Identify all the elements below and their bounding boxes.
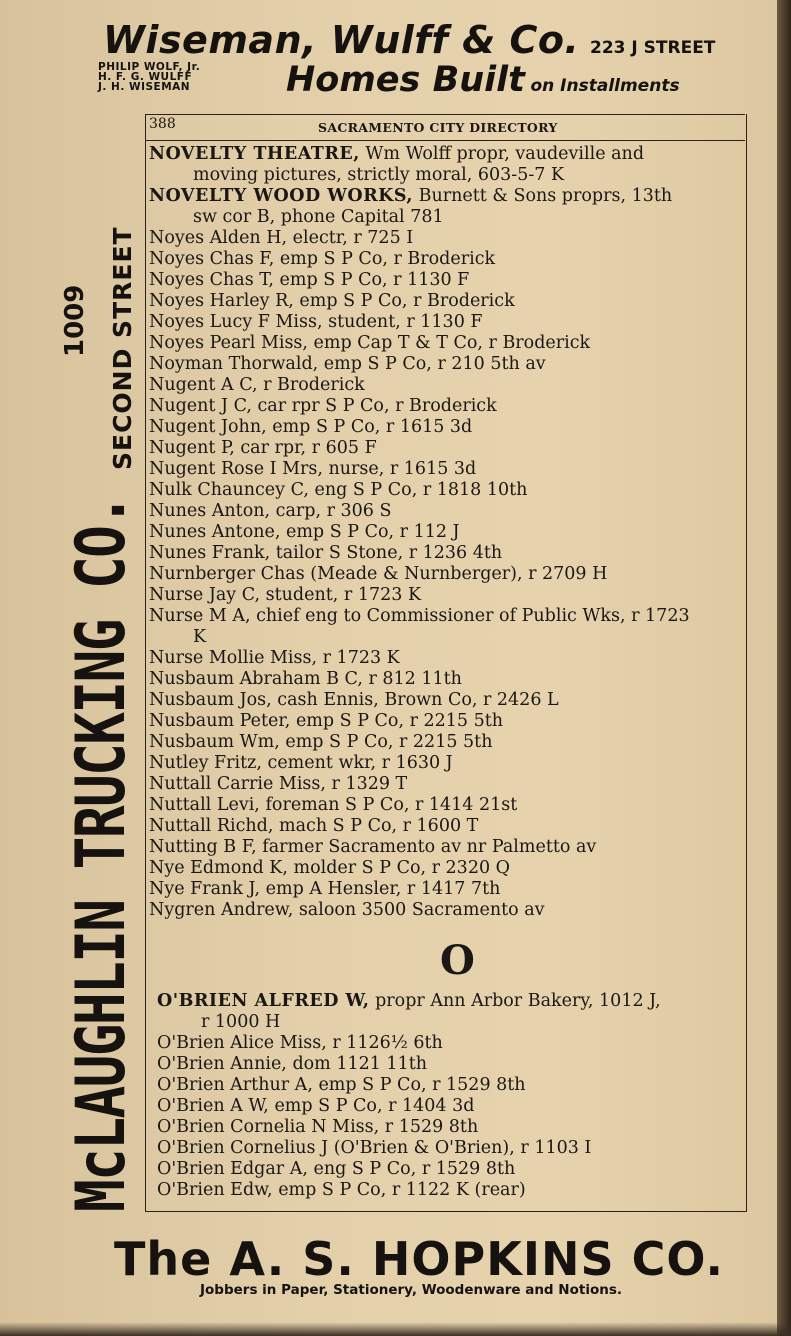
entry-name: Noyman Thorwald, (149, 354, 319, 374)
directory-entry (157, 1117, 745, 1138)
entry-details: farmer Sacramento av nr Palmetto av (256, 837, 597, 857)
entry-details: r Broderick (257, 375, 365, 395)
entry-details: emp Cap T & T Co, r Broderick (307, 333, 591, 353)
directory-entry (149, 312, 743, 333)
entry-details: emp A Hensler, r 1417 7th (260, 879, 501, 899)
directory-entry (157, 1033, 745, 1054)
entry-name: Noyes Pearl Miss, (149, 333, 308, 353)
entry-details: emp S P Co, r 1615 3d (266, 417, 473, 437)
bottom-ad-company: The A. S. HOPKINS CO. (114, 1232, 724, 1286)
entry-name: Noyes Harley R, (149, 291, 294, 311)
directory-entry (149, 501, 743, 522)
directory-entry (149, 543, 743, 564)
directory-entry (149, 228, 743, 249)
directory-entry (149, 774, 743, 795)
top-ad-partners (98, 62, 268, 92)
entry-name: Noyes Chas F, (149, 249, 275, 269)
directory-entry (149, 375, 743, 396)
entry-details: eng S P Co, r 1529 8th (307, 1159, 516, 1179)
header-rule-bottom (145, 140, 745, 141)
page-title: SACRAMENTO CITY DIRECTORY (318, 120, 558, 135)
entry-continuation: r 1000 H (201, 1012, 281, 1032)
entry-name: Nutting B F, (149, 837, 257, 857)
directory-entry (157, 1054, 745, 1075)
directory-entry (149, 606, 743, 648)
entry-name: Nugent P, (149, 438, 235, 458)
entry-details: (O'Brien & O'Brien), r 1103 I (328, 1138, 592, 1158)
entry-details: (Meade & Nurnberger), r 2709 H (304, 564, 608, 584)
entry-details: electr, r 725 I (287, 228, 414, 248)
entry-name: O'Brien Cornelia N Miss, (157, 1117, 380, 1137)
top-ad-address: 223 J STREET (590, 38, 716, 58)
directory-entry (149, 438, 743, 459)
entry-details: molder S P Co, r 2320 Q (287, 858, 510, 878)
entry-name: Nunes Antone, (149, 522, 281, 542)
listing-n (149, 144, 743, 921)
entry-name: O'Brien Arthur A, (157, 1075, 313, 1095)
directory-entry (157, 1075, 745, 1096)
entry-details: dom 1121 11th (286, 1054, 428, 1074)
directory-entry (149, 354, 743, 375)
entry-name: Nuttall Carrie Miss, (149, 774, 326, 794)
entry-name: Nuttall Levi, (149, 795, 260, 815)
entry-name: Nygren Andrew, (149, 900, 294, 920)
entry-name: Nunes Anton, (149, 501, 271, 521)
directory-entry (149, 480, 743, 501)
entry-name: O'Brien Alice Miss, (157, 1033, 327, 1053)
directory-entry (149, 564, 743, 585)
entry-name: Noyes Chas T, (149, 270, 274, 290)
entry-details: emp S P Co, r 1130 F (273, 270, 470, 290)
directory-entry (157, 1096, 745, 1117)
directory-entry (149, 837, 743, 858)
entry-name: Nurse Mollie Miss, (149, 648, 318, 668)
directory-entry (149, 900, 743, 921)
page-number: 388 (149, 116, 176, 132)
directory-entry (149, 753, 743, 774)
directory-entry (149, 816, 743, 837)
entry-name: O'Brien A W, (157, 1096, 269, 1116)
top-ad-company: Wiseman, Wulff & Co. (103, 18, 580, 62)
section-letter: O (440, 937, 475, 984)
entry-details: carp, r 306 S (270, 501, 392, 521)
entry-continuation: sw cor B, phone Capital 781 (193, 207, 444, 227)
entry-name: Noyes Alden H, (149, 228, 288, 248)
directory-entry (149, 879, 743, 900)
entry-name: O'Brien Annie, (157, 1054, 287, 1074)
entry-name: Nusbaum Abraham B C, (149, 669, 363, 689)
directory-entry (157, 1180, 745, 1201)
entry-details: r 812 11th (362, 669, 462, 689)
partner-name: J. H. WISEMAN (98, 81, 191, 93)
side-ad-street: SECOND STREET (108, 226, 137, 470)
entry-name: Nusbaum Wm, (149, 732, 280, 752)
entry-name: Nusbaum Jos, (149, 690, 272, 710)
entry-details: tailor S Stone, r 1236 4th (270, 543, 503, 563)
directory-entry (149, 690, 743, 711)
partner-name: H. F. G. WULFF (98, 71, 193, 83)
directory-entry (149, 459, 743, 480)
entry-details: student, r 1130 F (322, 312, 483, 332)
directory-entry (157, 991, 745, 1033)
entry-name: Nunes Frank, (149, 543, 271, 563)
entry-continuation: K (193, 627, 207, 647)
entry-details: saloon 3500 Sacramento av (293, 900, 545, 920)
directory-entry (149, 270, 743, 291)
entry-details: r 1126½ 6th (326, 1033, 443, 1053)
entry-name: Nurse M A, (149, 606, 251, 626)
entry-details: r 1329 T (325, 774, 408, 794)
entry-details: foreman S P Co, r 1414 21st (259, 795, 518, 815)
slogan-main: Homes Built (286, 60, 525, 100)
entry-name: O'BRIEN ALFRED W, (157, 991, 370, 1011)
directory-entry (149, 585, 743, 606)
entry-name: Nye Frank J, (149, 879, 261, 899)
entry-details: nurse, r 1615 3d (322, 459, 477, 479)
entry-name: Nurse Jay C, (149, 585, 261, 605)
entry-details: emp S P Co, r 1404 3d (268, 1096, 475, 1116)
entry-name: NOVELTY WOOD WORKS, (149, 186, 414, 206)
directory-entry (149, 648, 743, 669)
entry-name: Nugent A C, (149, 375, 258, 395)
entry-details: emp S P Co, r 2215 5th (279, 732, 493, 752)
entry-name: Nulk Chauncey C, (149, 480, 309, 500)
entry-name: Nurnberger Chas (149, 564, 305, 584)
entry-name: O'Brien Edw, (157, 1180, 273, 1200)
entry-details: chief eng to Commissioner of Public Wks, r 1723 (250, 606, 690, 626)
directory-entry (149, 795, 743, 816)
entry-name: Nusbaum Peter, (149, 711, 291, 731)
entry-details: propr Ann Arbor Bakery, 1012 J, (369, 991, 661, 1011)
entry-details: eng S P Co, r 1818 10th (308, 480, 528, 500)
directory-entry (157, 1159, 745, 1180)
entry-details: car rpr S P Co, r Broderick (251, 396, 497, 416)
listing-o (157, 991, 745, 1201)
side-ad-company: McLAUGHLIN TRUCKING CO. (62, 495, 141, 1212)
entry-details: car rpr, r 605 F (234, 438, 377, 458)
entry-details: emp S P Co, r 2215 5th (290, 711, 504, 731)
entry-details: r 1529 8th (379, 1117, 479, 1137)
entry-details: emp S P Co, r 1529 8th (312, 1075, 526, 1095)
directory-entry (149, 669, 743, 690)
entry-name: NOVELTY THEATRE, (149, 144, 360, 164)
entry-name: Nuttall Richd, (149, 816, 274, 836)
top-ad-slogan (286, 60, 746, 100)
entry-details: emp S P Co, r Broderick (274, 249, 496, 269)
entry-details: Burnett & Sons proprs, 13th (413, 186, 673, 206)
directory-entry (149, 396, 743, 417)
entry-name: O'Brien Edgar A, (157, 1159, 308, 1179)
entry-details: cement wkr, r 1630 J (261, 753, 453, 773)
directory-entry (149, 333, 743, 354)
entry-details: emp S P Co, r Broderick (293, 291, 515, 311)
directory-entry (149, 249, 743, 270)
directory-entry (149, 186, 743, 228)
bottom-ad-tagline: Jobbers in Paper, Stationery, Woodenware and Notions. (200, 1282, 622, 1298)
directory-entry (149, 858, 743, 879)
slogan-rest: on Installments (530, 76, 680, 96)
directory-entry (149, 522, 743, 543)
entry-name: Nugent Rose I Mrs, (149, 459, 323, 479)
entry-continuation: moving pictures, strictly moral, 603-5-7 K (193, 165, 565, 185)
directory-entry (157, 1138, 745, 1159)
partner-name: PHILIP WOLF, Jr. (98, 61, 201, 73)
entry-details: r 1723 K (317, 648, 400, 668)
entry-details: mach S P Co, r 1600 T (273, 816, 479, 836)
entry-name: Noyes Lucy F Miss, (149, 312, 323, 332)
directory-entry (149, 291, 743, 312)
entry-name: Nye Edmond K, (149, 858, 288, 878)
side-ad (56, 112, 146, 1212)
entry-name: Nugent J C, (149, 396, 252, 416)
entry-name: O'Brien Cornelius J (157, 1138, 329, 1158)
entry-name: Nutley Fritz, (149, 753, 262, 773)
directory-entry (149, 711, 743, 732)
entry-details: student, r 1723 K (260, 585, 422, 605)
entry-details: emp S P Co, r 210 5th av (318, 354, 546, 374)
entry-details: cash Ennis, Brown Co, r 2426 L (271, 690, 559, 710)
page-edge-shadow (0, 1322, 791, 1336)
header-rule-top (145, 114, 745, 115)
entry-details: Wm Wolff propr, vaudeville and (359, 144, 645, 164)
side-ad-number: 1009 (60, 284, 90, 357)
entry-details: emp S P Co, r 1122 K (rear) (272, 1180, 526, 1200)
directory-entry (149, 417, 743, 438)
book-spine (777, 0, 791, 1336)
directory-entry (149, 144, 743, 186)
entry-name: Nugent John, (149, 417, 267, 437)
directory-entry (149, 732, 743, 753)
entry-details: emp S P Co, r 112 J (280, 522, 460, 542)
